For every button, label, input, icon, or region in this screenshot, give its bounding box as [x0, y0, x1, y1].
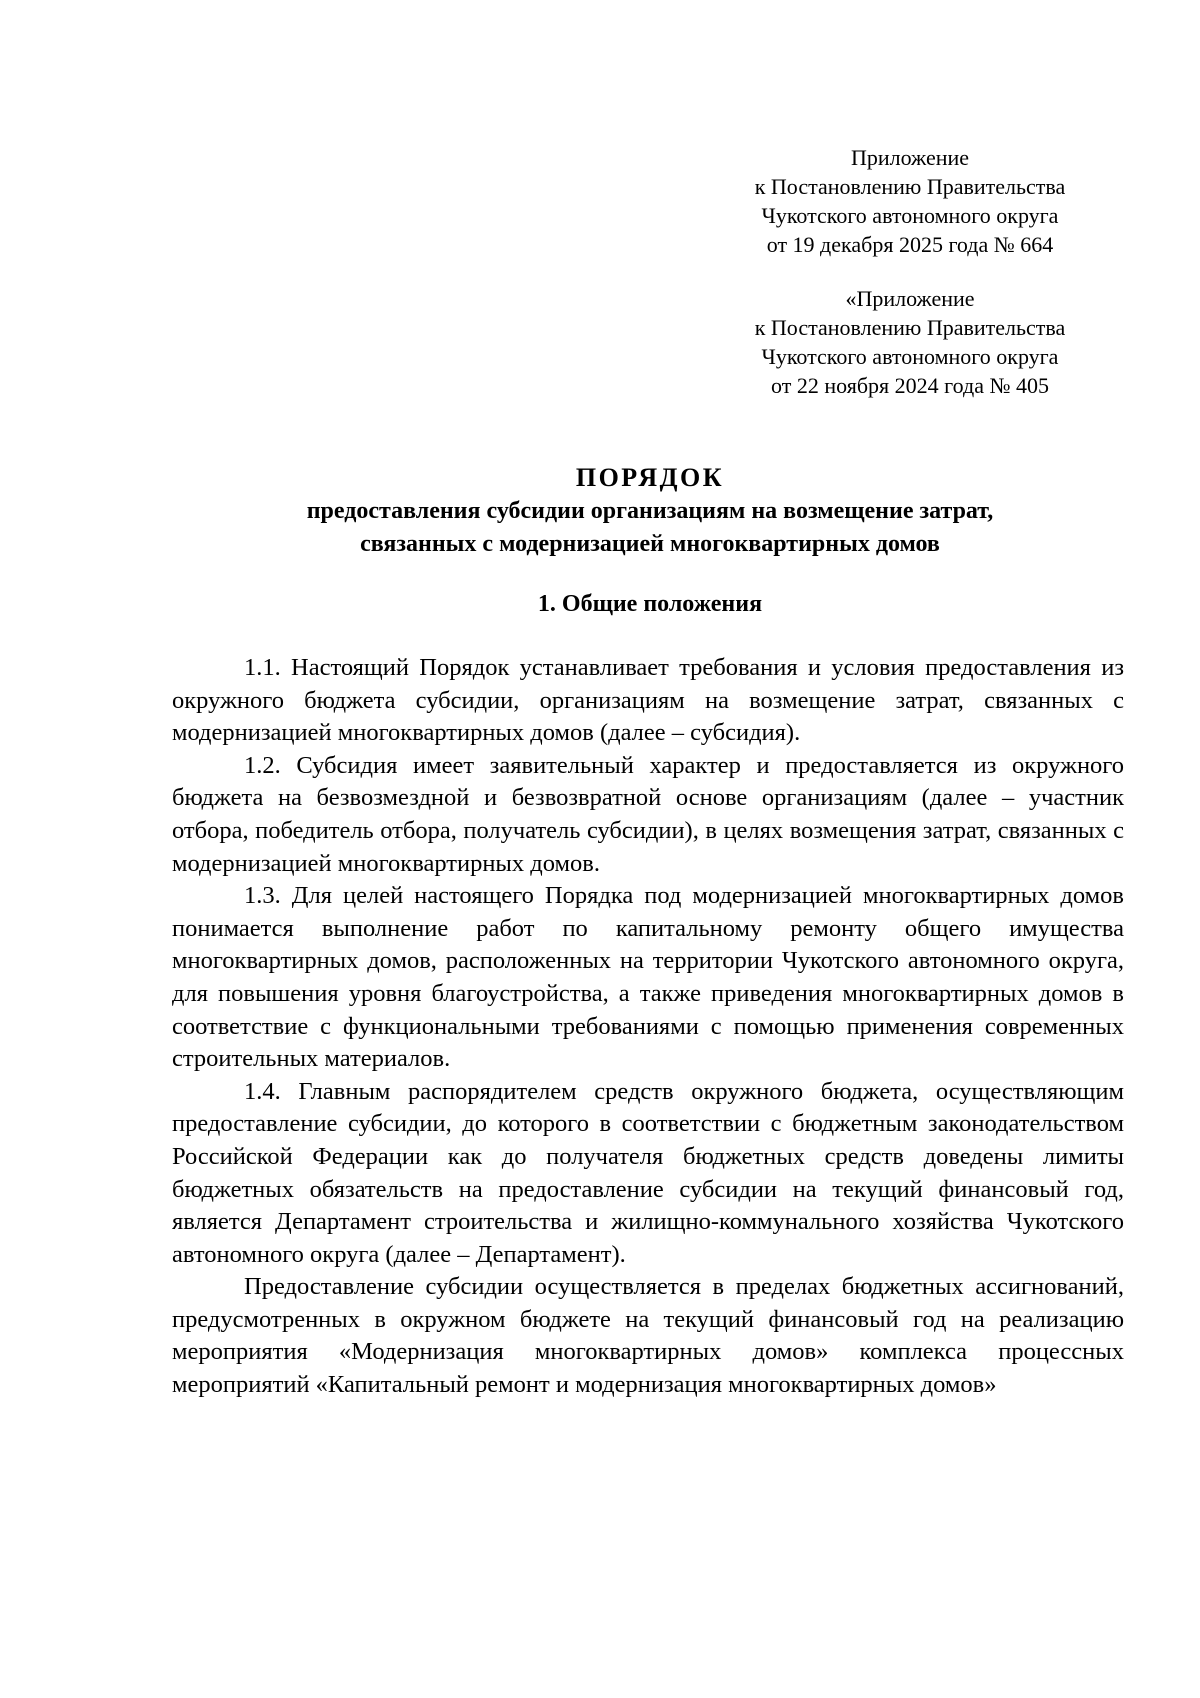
- appendix-date-number: от 22 ноября 2024 года № 405: [771, 373, 1049, 398]
- paragraph-1-1: 1.1. Настоящий Порядок устанавливает требования и условия предоставления из окружного бюджета субсидии, организациям на возмещение затрат, связанных с модернизацией многоквартирных домов (далее – субсидия).: [172, 654, 1124, 747]
- document-title: ПОРЯДОК: [575, 463, 725, 492]
- appendix-label: Приложение: [850, 145, 970, 170]
- appendix-date-number: от 19 декабря 2025 года № 664: [766, 232, 1054, 257]
- document-title-block: [100, 461, 1200, 561]
- paragraph-1-3: 1.3. Для целей настоящего Порядка под модернизацией многоквартирных домов понимается выполнение работ по капитальному ремонту общего имущества многоквартирных домов, расположенных на территории Чукотского автономного округа, для повышения уровня благоустройства, а также приведения многоквартирных домов в соответствие с функциональными требованиями с помощью применения современных строительных материалов.: [172, 882, 1124, 1073]
- appendix-header-original: [700, 284, 1120, 400]
- appendix-label: «Приложение: [845, 286, 975, 311]
- appendix-region-line: Чукотского автономного округа: [761, 203, 1059, 228]
- appendix-header-current: [700, 143, 1120, 259]
- paragraph-1-4: 1.4. Главным распорядителем средств окружного бюджета, осуществляющим предоставление субсидии, до которого в соответствии с бюджетным законодательством Российской Федерации как до получателя бюджетных средств доведены лимиты бюджетных обязательств на предоставление субсидии на текущий финансовый год, является Департамент строительства и жилищно-коммунального хозяйства Чукотского автономного округа (далее – Департамент).: [172, 1077, 1124, 1268]
- document-subtitle-line-1: предоставления субсидии организациям на возмещение затрат,: [306, 498, 994, 524]
- appendix-resolution-line: к Постановлению Правительства: [754, 315, 1066, 340]
- appendix-resolution-line: к Постановлению Правительства: [754, 174, 1066, 199]
- section-body: [172, 652, 1124, 1402]
- appendix-region-line: Чукотского автономного округа: [761, 344, 1059, 369]
- section-heading: 1. Общие положения: [537, 591, 763, 617]
- document-subtitle-line-2: связанных с модернизацией многоквартирных домов: [360, 531, 940, 557]
- paragraph-1-2: 1.2. Субсидия имеет заявительный характер и предоставляется из окружного бюджета на безвозмездной и безвозвратной основе организациям (далее – участник отбора, победитель отбора, получатель субсидии), в целях возмещения затрат, связанных с модернизацией многоквартирных домов.: [172, 751, 1124, 877]
- paragraph-funding: Предоставление субсидии осуществляется в пределах бюджетных ассигнований, предусмотренных в окружном бюджете на текущий финансовый год на реализацию мероприятия «Модернизация многоквартирных домов» комплекса процессных мероприятий «Капитальный ремонт и модернизация многоквартирных домов»: [172, 1273, 1124, 1399]
